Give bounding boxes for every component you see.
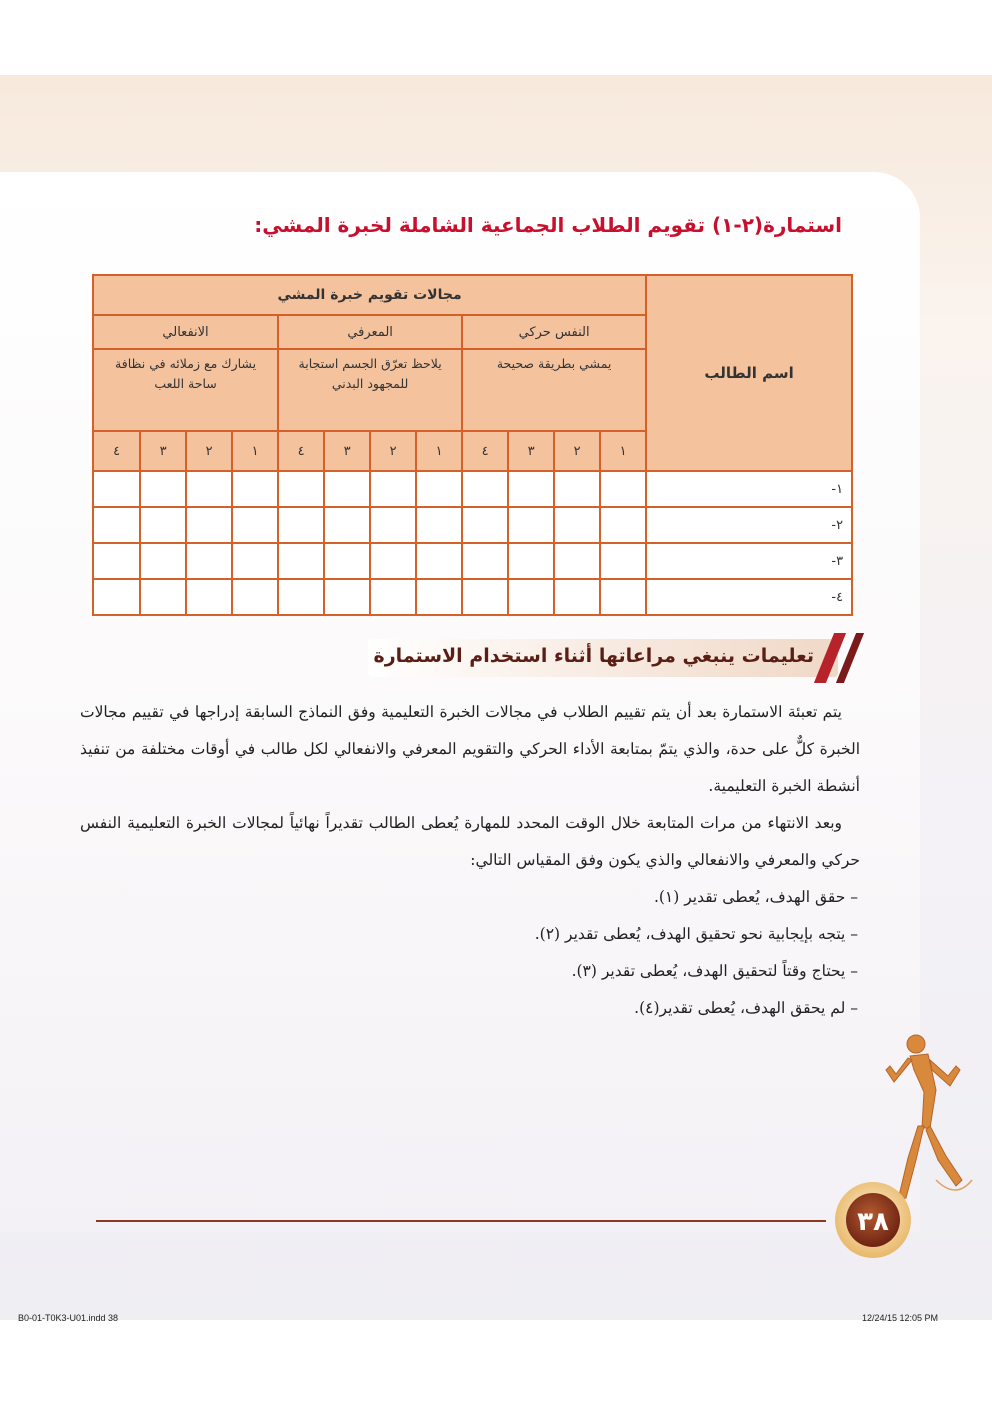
list-item: – يتجه بإيجابية نحو تحقيق الهدف، يُعطى تقدير (٢). (534, 925, 858, 943)
score-cell[interactable] (93, 471, 140, 507)
score-cell[interactable] (370, 543, 416, 579)
page-number: ٣٨ (857, 1207, 889, 1237)
page-number-badge (833, 1180, 913, 1260)
instructions-body (80, 694, 860, 1027)
score-cell[interactable] (186, 507, 232, 543)
print-slug-file: B0-01-T0K3-U01.indd 38 (18, 1313, 119, 1323)
score-cell[interactable] (508, 507, 554, 543)
score-cell[interactable] (416, 507, 462, 543)
domain-psychomotor: النفس حركي (462, 315, 646, 349)
score-cell[interactable] (324, 579, 370, 615)
instructions-banner (334, 633, 858, 683)
score-cell[interactable] (232, 543, 278, 579)
score-cell[interactable] (554, 507, 600, 543)
score-cell[interactable] (93, 543, 140, 579)
score-cell[interactable] (600, 471, 646, 507)
score-cell[interactable] (140, 507, 186, 543)
table-row (93, 543, 852, 579)
score-cell[interactable] (278, 543, 324, 579)
score-cell[interactable] (278, 507, 324, 543)
score-cell[interactable] (140, 579, 186, 615)
scale-2: ٢ (186, 431, 232, 471)
domain-cognitive: المعرفي (278, 315, 462, 349)
score-cell[interactable] (462, 471, 508, 507)
scale-list (80, 879, 860, 1027)
skill-psychomotor: يمشي بطريقة صحيحة (462, 349, 646, 431)
score-cell[interactable] (370, 471, 416, 507)
skill-cognitive: يلاحظ تعرّق الجسم استجابة للمجهود البدني (278, 349, 462, 431)
score-cell[interactable] (416, 471, 462, 507)
score-cell[interactable] (140, 471, 186, 507)
domain-affective: الانفعالي (93, 315, 278, 349)
student-name-header: اسم الطالب (646, 275, 852, 471)
score-cell[interactable] (600, 507, 646, 543)
student-name-cell[interactable]: ٣- (646, 543, 852, 579)
domains-header: مجالات تقويم خبرة المشي (93, 275, 646, 315)
scale-1: ١ (600, 431, 646, 471)
paragraph-2: وبعد الانتهاء من مرات المتابعة خلال الوقت المحدد للمهارة يُعطى الطالب تقديراً نهائياً لمجالات الخبرة التعليمية النفس حركي والمعرفي والانفعالي والذي يكون وفق المقياس التالي: (80, 814, 860, 869)
score-cell[interactable] (554, 471, 600, 507)
table-row (93, 471, 852, 507)
score-cell[interactable] (278, 579, 324, 615)
score-cell[interactable] (140, 543, 186, 579)
student-name-cell[interactable]: ٢- (646, 507, 852, 543)
evaluation-table (92, 274, 853, 616)
scale-2: ٢ (554, 431, 600, 471)
instructions-title: تعليمات ينبغي مراعاتها أثناء استخدام الاستمارة (373, 645, 814, 667)
table-row (93, 507, 852, 543)
score-cell[interactable] (93, 579, 140, 615)
scale-3: ٣ (140, 431, 186, 471)
score-cell[interactable] (508, 471, 554, 507)
score-cell[interactable] (416, 543, 462, 579)
student-name-cell[interactable]: ٤- (646, 579, 852, 615)
score-cell[interactable] (232, 471, 278, 507)
score-cell[interactable] (370, 579, 416, 615)
scale-2: ٢ (370, 431, 416, 471)
score-cell[interactable] (324, 507, 370, 543)
scale-1: ١ (416, 431, 462, 471)
scale-3: ٣ (324, 431, 370, 471)
scale-3: ٣ (508, 431, 554, 471)
form-title: استمارة(٢-١) تقويم الطلاب الجماعية الشاملة لخبرة المشي: (254, 213, 842, 237)
score-cell[interactable] (186, 543, 232, 579)
score-cell[interactable] (324, 471, 370, 507)
score-cell[interactable] (186, 471, 232, 507)
score-cell[interactable] (232, 579, 278, 615)
score-cell[interactable] (462, 543, 508, 579)
score-cell[interactable] (370, 507, 416, 543)
print-slug-date: 12/24/15 12:05 PM (862, 1313, 939, 1323)
scale-4: ٤ (278, 431, 324, 471)
score-cell[interactable] (554, 543, 600, 579)
score-cell[interactable] (508, 579, 554, 615)
score-cell[interactable] (600, 579, 646, 615)
score-cell[interactable] (278, 471, 324, 507)
list-item: – حقق الهدف، يُعطى تقدير (١). (653, 888, 858, 906)
scale-4: ٤ (462, 431, 508, 471)
table-row (93, 579, 852, 615)
score-cell[interactable] (324, 543, 370, 579)
list-item: – لم يحقق الهدف، يُعطى تقدير(٤). (634, 999, 858, 1017)
footer-rule (96, 1220, 826, 1222)
paragraph-1: يتم تعبئة الاستمارة بعد أن يتم تقييم الطلاب في مجالات الخبرة التعليمية وفق النماذج السابقة إدراجها في تقييم مجالات الخبرة كلٌّ على حدة، والذي يتمّ بمتابعة الأداء الحركي والتقويم المعرفي والانفعالي لكل طالب في أوقات مختلفة من تنفيذ أنشطة الخبرة التعليمية. (80, 703, 860, 795)
scale-1: ١ (232, 431, 278, 471)
score-cell[interactable] (93, 507, 140, 543)
score-cell[interactable] (600, 543, 646, 579)
score-cell[interactable] (232, 507, 278, 543)
skill-affective: يشارك مع زملائه في نظافة ساحة اللعب (93, 349, 278, 431)
list-item: – يحتاج وقتاً لتحقيق الهدف، يُعطى تقدير (٣). (571, 962, 858, 980)
score-cell[interactable] (416, 579, 462, 615)
score-cell[interactable] (462, 579, 508, 615)
score-cell[interactable] (186, 579, 232, 615)
score-cell[interactable] (508, 543, 554, 579)
scale-4: ٤ (93, 431, 140, 471)
student-name-cell[interactable]: ١- (646, 471, 852, 507)
score-cell[interactable] (554, 579, 600, 615)
score-cell[interactable] (462, 507, 508, 543)
